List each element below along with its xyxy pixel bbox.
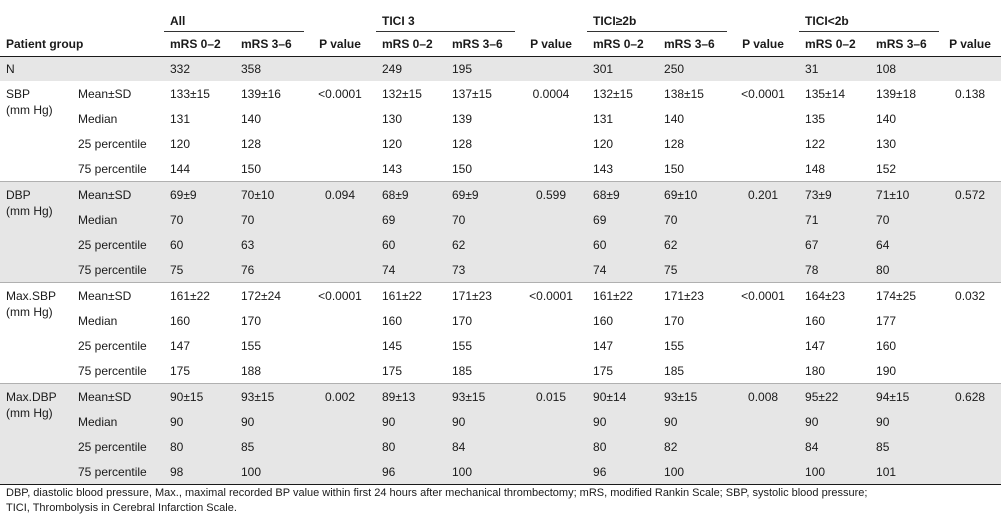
row-stat-label: 75 percentile (72, 459, 164, 485)
p-value-cell (515, 156, 587, 182)
cell: 185 (452, 363, 473, 378)
cell: 108 (870, 57, 939, 82)
cell: 140 (241, 111, 262, 126)
cell: 93±15 (658, 384, 727, 410)
cell: 80 (870, 257, 939, 283)
p-value-cell (304, 409, 376, 434)
row-group-label-unit: (mm Hg) (6, 204, 53, 218)
table-row (0, 81, 1001, 106)
header-mrs-bad: mRS 3–6 (241, 37, 292, 51)
row-stat-label: Median (72, 409, 164, 434)
p-value-cell: 0.015 (515, 384, 587, 410)
cell: 135 (805, 111, 826, 126)
cell: 155 (452, 338, 473, 353)
header-mrs-good: mRS 0–2 (593, 37, 644, 51)
row-group-label-unit: (mm Hg) (6, 103, 53, 117)
cell: 69 (587, 207, 658, 232)
header-spacer (304, 0, 376, 32)
cell: 160 (805, 313, 826, 328)
cell: 161±22 (382, 288, 422, 303)
p-value-cell: 0.0004 (532, 86, 570, 101)
p-value-cell: 0.628 (939, 384, 1001, 410)
cell: 90 (235, 409, 304, 434)
p-value-cell (304, 257, 376, 283)
header-p-value: P value (742, 36, 784, 51)
p-value-cell (939, 207, 1001, 232)
cell: 138±15 (664, 86, 704, 101)
table-row (0, 358, 1001, 384)
cell: 70 (164, 207, 235, 232)
p-value-cell (727, 434, 799, 459)
cell: 64 (870, 232, 939, 257)
row-group-label (0, 384, 72, 485)
cell: 70 (235, 207, 304, 232)
row-group-label-name: Max.DBP (6, 390, 57, 404)
cell: 78 (799, 257, 870, 283)
table-row (0, 182, 1001, 208)
cell: 75 (658, 257, 727, 283)
cell: 140 (876, 111, 897, 126)
cell: 120 (170, 136, 191, 151)
row-group-label (0, 182, 72, 283)
cell: 171±23 (452, 288, 492, 303)
p-value-cell (515, 308, 587, 333)
row-group-label-name: SBP (6, 87, 31, 101)
p-value-cell: 0.599 (515, 182, 587, 208)
cell: 143 (593, 161, 614, 176)
cell: 93±15 (446, 384, 515, 410)
header-spacer (515, 0, 587, 32)
cell: 160 (876, 338, 897, 353)
p-value-cell (727, 333, 799, 358)
p-value-cell (304, 207, 376, 232)
p-value-cell (304, 434, 376, 459)
row-stat-label: 75 percentile (78, 161, 147, 176)
header-row-groups (0, 0, 1001, 32)
cell: 250 (658, 57, 727, 82)
cell: 90 (658, 409, 727, 434)
cell: 82 (658, 434, 727, 459)
cell: 71 (799, 207, 870, 232)
cell: 161±22 (593, 288, 633, 303)
cell: 90 (587, 409, 658, 434)
cell: 100 (235, 459, 304, 485)
cell: 100 (658, 459, 727, 485)
p-value-cell (727, 131, 799, 156)
cell: 95±22 (799, 384, 870, 410)
p-value-cell (304, 459, 376, 485)
cell: 101 (870, 459, 939, 485)
header-row-columns (0, 32, 1001, 57)
cell: 195 (446, 57, 515, 82)
cell: 84 (446, 434, 515, 459)
cell: 85 (870, 434, 939, 459)
cell: 155 (664, 338, 685, 353)
header-spacer (727, 0, 799, 32)
cell: 100 (799, 459, 870, 485)
p-value-cell: <0.0001 (318, 288, 362, 303)
header-group-tici3: TICI 3 (376, 0, 515, 32)
row-stat-label: Median (78, 111, 118, 126)
p-value-cell (515, 409, 587, 434)
row-group-label-name: Max.SBP (6, 289, 57, 303)
table-row (0, 131, 1001, 156)
cell: 137±15 (452, 86, 492, 101)
p-value-cell (727, 358, 799, 384)
p-value-cell: 0.094 (304, 182, 376, 208)
cell: 155 (241, 338, 262, 353)
cell: 170 (241, 313, 262, 328)
p-value-cell (939, 257, 1001, 283)
p-value-cell (727, 257, 799, 283)
cell: 69±10 (658, 182, 727, 208)
row-stat-label: 25 percentile (78, 136, 147, 151)
cell: 188 (241, 363, 262, 378)
header-spacer (0, 0, 164, 32)
p-value-cell (515, 232, 587, 257)
p-value-cell (304, 106, 376, 131)
cell: 161±22 (170, 288, 210, 303)
table-row (0, 308, 1001, 333)
p-value-cell (939, 232, 1001, 257)
p-value-cell (515, 131, 587, 156)
cell: 145 (382, 338, 403, 353)
p-value-cell (939, 358, 1001, 384)
p-value-cell: 0.032 (955, 288, 986, 303)
cell: 80 (164, 434, 235, 459)
cell: 69±9 (164, 182, 235, 208)
cell: 175 (593, 363, 614, 378)
cell: 68±9 (587, 182, 658, 208)
table-row (0, 434, 1001, 459)
cell: 144 (170, 161, 191, 176)
header-p-value: P value (949, 36, 991, 51)
cell: 90 (870, 409, 939, 434)
cell: 122 (805, 136, 826, 151)
header-mrs-bad: mRS 3–6 (664, 37, 715, 51)
cell: 76 (235, 257, 304, 283)
cell: 70±10 (235, 182, 304, 208)
cell: 75 (164, 257, 235, 283)
p-value-cell (939, 409, 1001, 434)
cell: 139 (452, 111, 473, 126)
p-value-cell (727, 232, 799, 257)
cell: 150 (241, 161, 262, 176)
row-stat-label: Median (72, 207, 164, 232)
cell: 80 (376, 434, 446, 459)
p-value-cell (304, 131, 376, 156)
p-value-cell (727, 106, 799, 131)
cell: 160 (593, 313, 614, 328)
cell: 150 (452, 161, 473, 176)
p-value-cell (515, 459, 587, 485)
table-row (0, 106, 1001, 131)
cell: 171±23 (664, 288, 704, 303)
table-row (0, 333, 1001, 358)
cell: 74 (376, 257, 446, 283)
cell: 60 (376, 232, 446, 257)
cell: 131 (170, 111, 191, 126)
header-spacer (939, 0, 1001, 32)
row-group-label-name: DBP (6, 188, 31, 202)
row-stat-label: Mean±SD (78, 86, 132, 101)
table-row (0, 207, 1001, 232)
p-value-cell (304, 333, 376, 358)
table-body (0, 57, 1001, 485)
p-value-cell (939, 333, 1001, 358)
row-label-n: N (0, 57, 164, 82)
p-value-cell (515, 333, 587, 358)
p-value-cell (939, 459, 1001, 485)
cell: 190 (876, 363, 897, 378)
cell: 170 (664, 313, 685, 328)
cell: 60 (164, 232, 235, 257)
row-group-label (0, 81, 72, 182)
cell: 148 (805, 161, 826, 176)
cell: 128 (241, 136, 262, 151)
header-p-value: P value (530, 36, 572, 51)
cell (304, 57, 376, 82)
p-value-cell (939, 131, 1001, 156)
cell: 147 (170, 338, 191, 353)
cell: 73±9 (799, 182, 870, 208)
cell: 147 (805, 338, 826, 353)
cell: 85 (235, 434, 304, 459)
cell: 249 (376, 57, 446, 82)
p-value-cell (304, 156, 376, 182)
cell: 130 (382, 111, 403, 126)
header-mrs-good: mRS 0–2 (170, 37, 221, 51)
cell: 96 (587, 459, 658, 485)
p-value-cell: 0.002 (304, 384, 376, 410)
p-value-cell (727, 459, 799, 485)
cell: 140 (664, 111, 685, 126)
cell: 152 (876, 161, 897, 176)
cell: 133±15 (170, 86, 210, 101)
header-mrs-good: mRS 0–2 (382, 37, 433, 51)
cell: 139±16 (241, 86, 281, 101)
cell: 74 (587, 257, 658, 283)
row-stat-label: Median (78, 313, 118, 328)
cell: 139±18 (876, 86, 916, 101)
cell: 69 (376, 207, 446, 232)
header-group-tici-ge-2b: TICI≥2b (587, 0, 727, 32)
p-value-cell (727, 207, 799, 232)
cell: 132±15 (382, 86, 422, 101)
cell: 128 (452, 136, 473, 151)
p-value-cell: <0.0001 (318, 86, 362, 101)
cell: 98 (164, 459, 235, 485)
cell: 31 (799, 57, 870, 82)
table-row (0, 283, 1001, 309)
p-value-cell (304, 308, 376, 333)
cell: 84 (799, 434, 870, 459)
p-value-cell (304, 232, 376, 257)
cell: 70 (446, 207, 515, 232)
cell: 68±9 (376, 182, 446, 208)
cell: 73 (446, 257, 515, 283)
p-value-cell: 0.572 (939, 182, 1001, 208)
cell (515, 57, 587, 82)
cell: 80 (587, 434, 658, 459)
cell: 160 (170, 313, 191, 328)
cell: 170 (452, 313, 473, 328)
cell (939, 57, 1001, 82)
p-value-cell (727, 308, 799, 333)
p-value-cell (515, 434, 587, 459)
cell: 177 (876, 313, 897, 328)
cell: 172±24 (241, 288, 281, 303)
cell: 90±15 (164, 384, 235, 410)
cell: 164±23 (805, 288, 845, 303)
cell: 60 (587, 232, 658, 257)
cell: 128 (664, 136, 685, 151)
header-mrs-bad: mRS 3–6 (876, 37, 927, 51)
cell: 150 (664, 161, 685, 176)
cell (727, 57, 799, 82)
cell: 175 (170, 363, 191, 378)
cell: 90 (799, 409, 870, 434)
table-footnote (6, 486, 976, 516)
row-stat-label: 25 percentile (78, 338, 147, 353)
p-value-cell: <0.0001 (741, 288, 785, 303)
p-value-cell (515, 207, 587, 232)
cell: 174±25 (876, 288, 916, 303)
p-value-cell: <0.0001 (741, 86, 785, 101)
header-p-value: P value (319, 36, 361, 51)
cell: 175 (382, 363, 403, 378)
table-row-n (0, 57, 1001, 82)
p-value-cell (727, 409, 799, 434)
cell: 301 (587, 57, 658, 82)
table-row (0, 384, 1001, 410)
cell: 70 (658, 207, 727, 232)
cell: 185 (664, 363, 685, 378)
table-row (0, 409, 1001, 434)
cell: 90 (376, 409, 446, 434)
cell: 143 (382, 161, 403, 176)
p-value-cell: <0.0001 (529, 288, 573, 303)
cell: 70 (870, 207, 939, 232)
cell: 100 (446, 459, 515, 485)
p-value-cell (939, 434, 1001, 459)
p-value-cell (939, 106, 1001, 131)
p-value-cell (727, 156, 799, 182)
cell: 71±10 (870, 182, 939, 208)
cell: 135±14 (805, 86, 845, 101)
table-row (0, 459, 1001, 485)
cell: 62 (658, 232, 727, 257)
p-value-cell: 0.201 (727, 182, 799, 208)
row-stat-label: 25 percentile (72, 232, 164, 257)
row-stat-label: 75 percentile (72, 257, 164, 283)
cell: 131 (593, 111, 614, 126)
p-value-cell (515, 358, 587, 384)
cell: 180 (805, 363, 826, 378)
cell: 62 (446, 232, 515, 257)
cell: 67 (799, 232, 870, 257)
cell: 90 (446, 409, 515, 434)
cell: 358 (235, 57, 304, 82)
cell: 69±9 (446, 182, 515, 208)
cell: 93±15 (235, 384, 304, 410)
header-patient-group: Patient group (6, 36, 84, 51)
p-value-cell (939, 308, 1001, 333)
row-stat-label: Mean±SD (72, 182, 164, 208)
row-stat-label: Mean±SD (72, 384, 164, 410)
cell: 130 (876, 136, 897, 151)
row-stat-label: 75 percentile (78, 363, 147, 378)
cell: 94±15 (870, 384, 939, 410)
cell: 90 (164, 409, 235, 434)
cell: 332 (164, 57, 235, 82)
cell: 89±13 (376, 384, 446, 410)
header-group-tici-lt-2b: TICI<2b (799, 0, 939, 32)
cell: 147 (593, 338, 614, 353)
table-row (0, 257, 1001, 283)
cell: 120 (382, 136, 403, 151)
cell: 96 (376, 459, 446, 485)
header-group-all: All (164, 0, 304, 32)
cell: 132±15 (593, 86, 633, 101)
footnote-line-1: DBP, diastolic blood pressure, Max., maximal recorded BP value within first 24 hours after mechanical thrombectomy; mRS, modified Rankin Scale; SBP, systolic blood pressure; (6, 487, 868, 499)
p-value-cell: 0.008 (727, 384, 799, 410)
footnote-line-2: TICI, Thrombolysis in Cerebral Infarction Scale. (6, 502, 237, 514)
cell: 160 (382, 313, 403, 328)
p-value-cell (939, 156, 1001, 182)
p-value-cell: 0.138 (955, 86, 986, 101)
row-group-label-unit: (mm Hg) (6, 305, 53, 319)
table-header (0, 0, 1001, 57)
cell: 120 (593, 136, 614, 151)
row-stat-label: 25 percentile (72, 434, 164, 459)
header-mrs-good: mRS 0–2 (805, 37, 856, 51)
cell: 90±14 (587, 384, 658, 410)
table-row (0, 156, 1001, 182)
p-value-cell (515, 106, 587, 131)
row-group-label (0, 283, 72, 384)
header-mrs-bad: mRS 3–6 (452, 37, 503, 51)
table-row (0, 232, 1001, 257)
p-value-cell (304, 358, 376, 384)
row-group-label-unit: (mm Hg) (6, 406, 53, 420)
p-value-cell (515, 257, 587, 283)
cell: 63 (235, 232, 304, 257)
row-stat-label: Mean±SD (78, 288, 132, 303)
